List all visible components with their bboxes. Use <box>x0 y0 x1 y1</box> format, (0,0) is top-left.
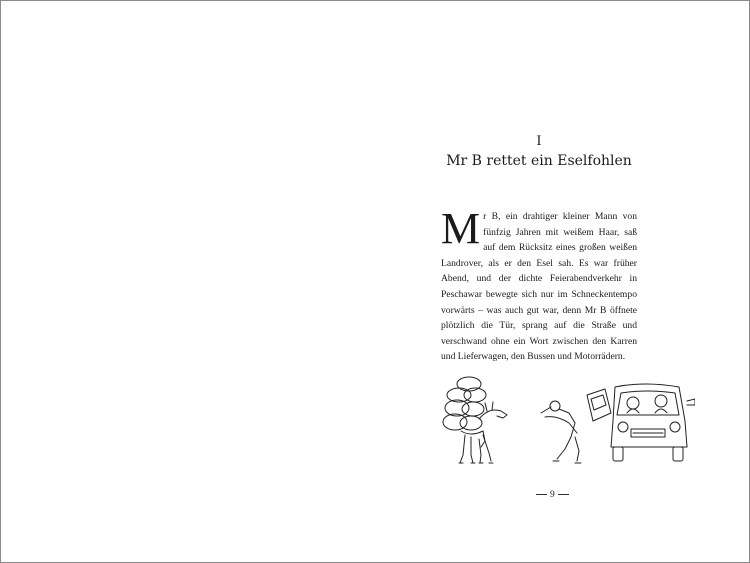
donkey-drawing <box>443 377 507 463</box>
illustration-donkey-landrover <box>435 373 695 473</box>
folio-dash-right <box>558 494 569 495</box>
landrover-drawing <box>611 384 695 461</box>
page-footer <box>533 489 572 501</box>
folio-dash-left <box>536 494 547 495</box>
car-door-drawing <box>587 389 611 421</box>
body-paragraph: r B, ein drahtiger kleiner Mann von fünfzig Jahren mit weißem Haar, saß auf dem Rücksitz eines großen weißen Landrover, als er den Esel sah. Es war früher Abend, und der dichte Feierabendverkehr in Peschawar bewegte sich nur im Schneckentempo vorwärts – was auch gut war, denn Mr B öffnete plötzlich die Tür, sprang auf die Straße und verschwand ohne ein Wort zwischen den Karren und Lieferwagen, den Bussen und Motorrädern. <box>441 211 637 363</box>
chapter-title: Mr B rettet ein Eselfohlen <box>446 153 632 169</box>
running-man-drawing <box>541 401 581 463</box>
chapter-number: I <box>536 134 542 149</box>
drop-cap: M <box>441 204 481 253</box>
page-number: 9 <box>550 490 555 500</box>
chapter-body-text <box>441 204 637 365</box>
